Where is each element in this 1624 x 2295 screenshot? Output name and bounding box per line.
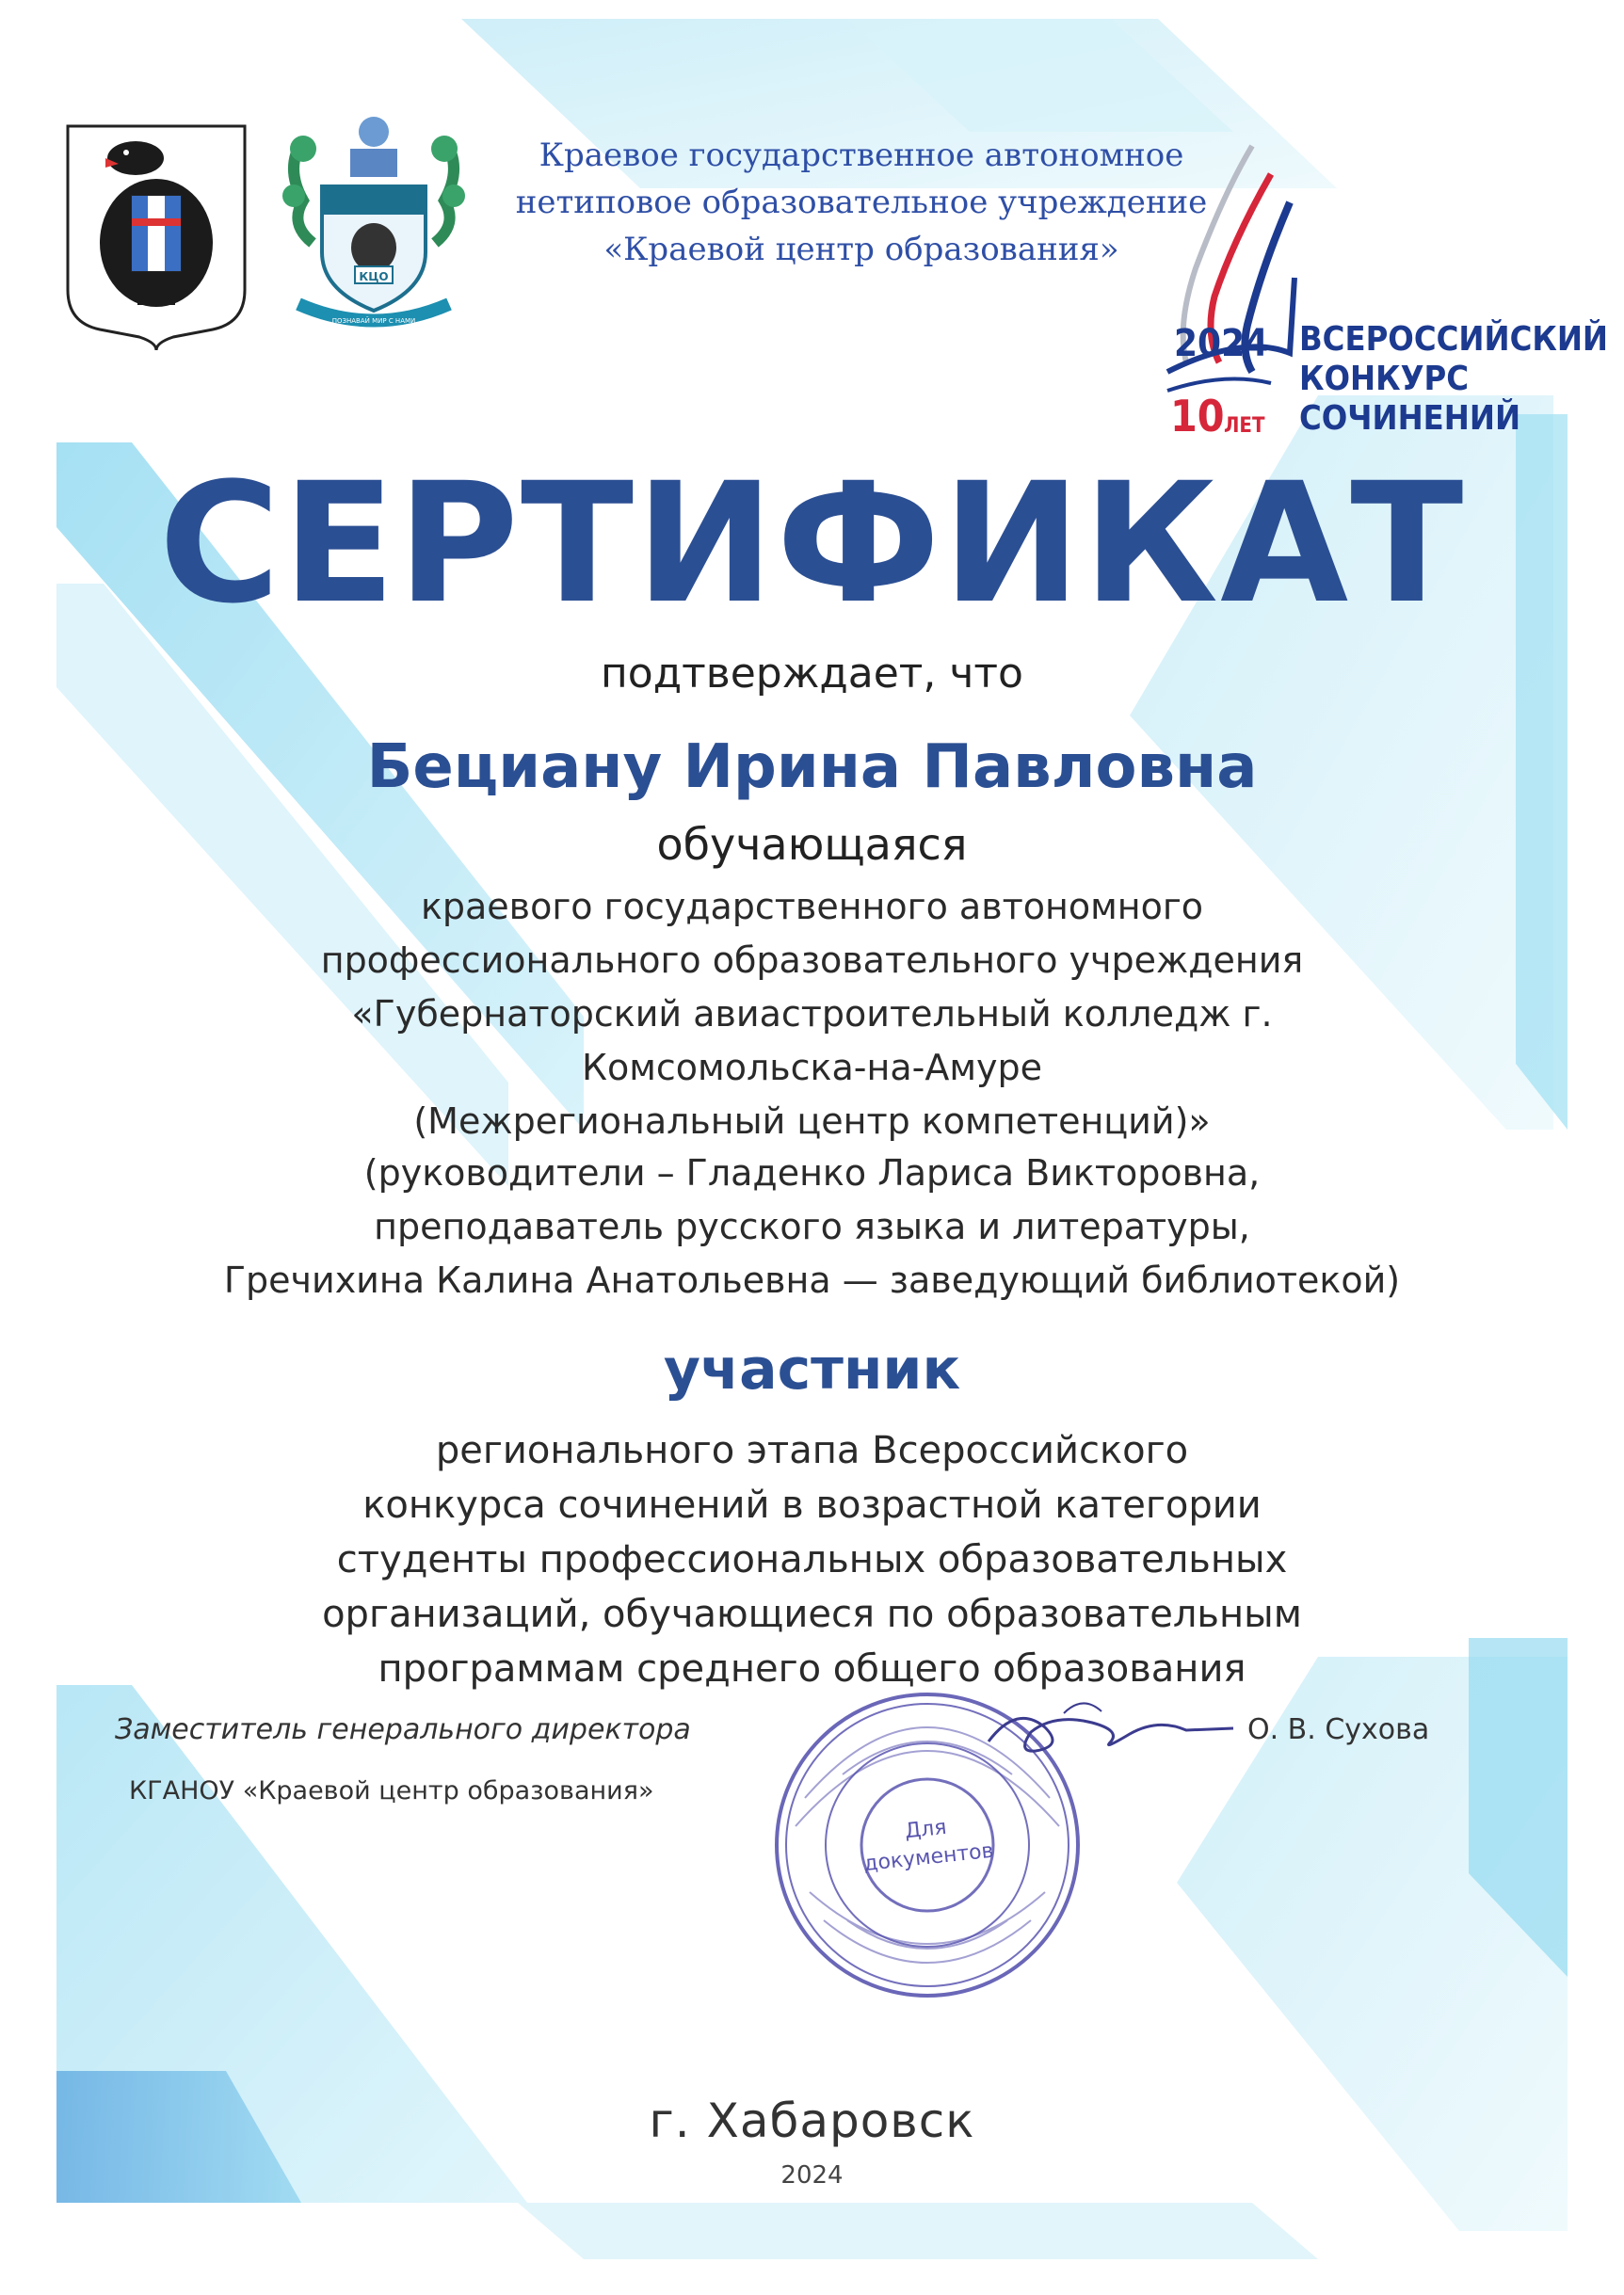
certificate-title: СЕРТИФИКАТ — [158, 447, 1466, 640]
category-line: программам среднего общего образования — [378, 1647, 1246, 1691]
signatory-organization: КГАНОУ «Краевой центр образования» — [129, 1776, 654, 1806]
contest-name-line: КОНКУРС — [1299, 360, 1470, 398]
category-line: регионального этапа Всероссийского — [435, 1429, 1189, 1472]
stamp-text: Для — [903, 1815, 948, 1844]
organization-line: профессионального образовательного учреждения — [320, 939, 1304, 981]
recipient-name: Бециану Ирина Павловна — [366, 732, 1258, 802]
recipient-role: обучающаяся — [656, 819, 968, 870]
supervisors — [0, 1147, 1624, 1308]
category-line: конкурса сочинений в возрастной категории — [362, 1484, 1262, 1527]
confirms-text: подтверждает, что — [601, 650, 1023, 698]
center-emblem-icon — [275, 111, 473, 332]
center-emblem-text: КЦО — [359, 270, 389, 283]
organization-line: (Межрегиональный центр компетенций)» — [413, 1100, 1211, 1142]
category-line: студенты профессиональных образовательных — [336, 1538, 1288, 1581]
issuer-line: «Краевой центр образования» — [603, 231, 1119, 268]
contest-year: 2024 — [1174, 322, 1269, 365]
contest-anniversary-number: 10 — [1170, 391, 1225, 441]
coat-of-arms-icon — [62, 120, 250, 351]
stripe-bottom — [518, 2203, 1318, 2259]
organization-line: краевого государственного автономного — [420, 886, 1204, 927]
contest-name-line: ВСЕРОССИЙСКИЙ — [1299, 320, 1609, 359]
signatory-position: Заместитель генерального директора — [115, 1713, 691, 1746]
stamp-text: документов — [862, 1838, 995, 1877]
supervisors-line: Гречихина Калина Анатольевна — заведующий библиотекой) — [223, 1260, 1401, 1301]
contest-name-line: СОЧИНЕНИЙ — [1299, 399, 1521, 438]
supervisors-line: преподаватель русского языка и литературы, — [374, 1206, 1250, 1247]
recipient-organization — [0, 880, 1624, 1148]
issuer-header — [490, 132, 1233, 273]
organization-line: «Губернаторский авиастроительный колледж г. — [351, 993, 1273, 1035]
organization-line: Комсомольска-на-Амуре — [582, 1047, 1042, 1088]
center-emblem-motto: ПОЗНАВАЙ МИР С НАМИ — [331, 317, 416, 325]
signature-mark — [979, 1685, 1243, 1789]
contest-category — [0, 1423, 1624, 1696]
signatory-name: О. В. Сухова — [1247, 1713, 1430, 1746]
issue-city: г. Хабаровск — [649, 2094, 975, 2148]
contest-anniversary-unit: ЛЕТ — [1224, 414, 1265, 438]
category-line: организаций, обучающиеся по образовательным — [322, 1593, 1302, 1636]
issuer-line: Краевое государственное автономное — [539, 136, 1184, 174]
issue-year: 2024 — [780, 2161, 844, 2190]
contest-name — [1299, 320, 1608, 439]
participant-status: участник — [663, 1337, 961, 1403]
supervisors-line: (руководители – Гладенко Лариса Викторовна, — [363, 1152, 1261, 1194]
issuer-line: нетиповое образовательное учреждение — [515, 184, 1208, 221]
